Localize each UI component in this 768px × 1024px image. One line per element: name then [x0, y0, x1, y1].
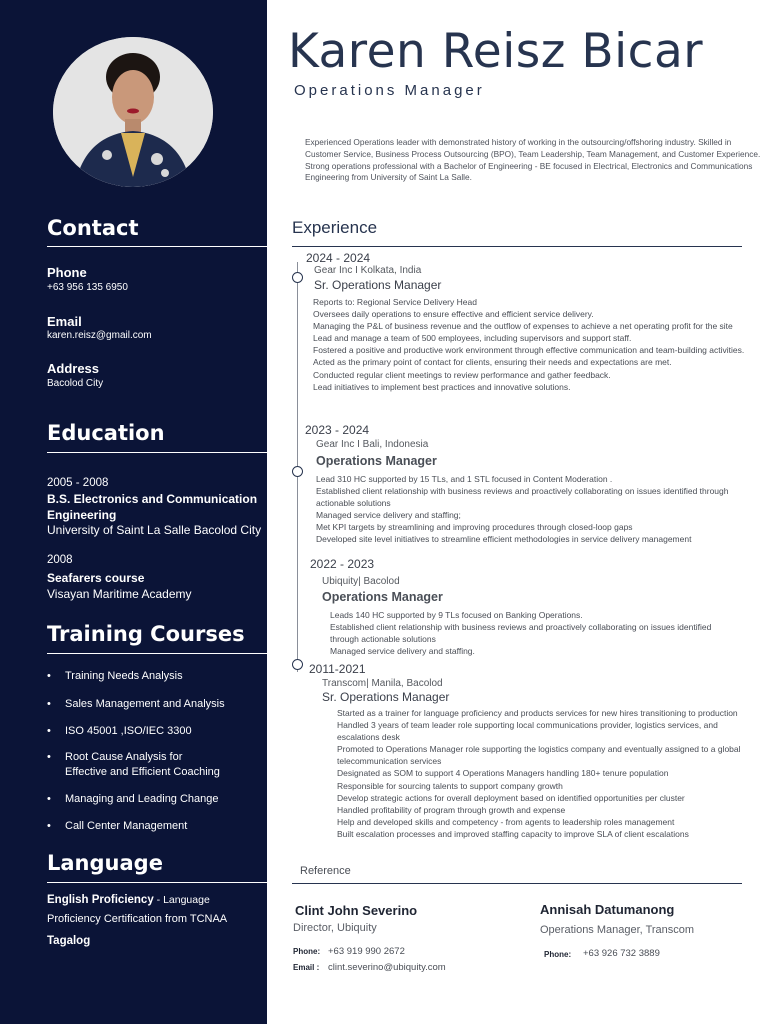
email-label: Email: [47, 314, 82, 329]
job-role: Sr. Operations Manager: [322, 690, 450, 704]
job-bullet: Handled 3 years of team leader role supporting local communications provider, logistics services, and escalations desk: [337, 720, 718, 743]
job-bullet: Reports to: Regional Service Delivery Head: [313, 297, 477, 307]
job-bullet: Designated as SOM to support 4 Operations Managers handling 180+ tenure population: [337, 768, 669, 779]
job-bullet: Lead initiatives to implement best practices and innovative solutions.: [313, 381, 571, 392]
reference-heading: Reference: [300, 865, 351, 877]
training-item-label: Sales Management and Analysis: [65, 698, 225, 710]
person-avatar-icon: [53, 37, 213, 187]
education-degree: Seafarers course: [47, 571, 145, 585]
job-bullet: Established client relationship with business reviews and proactively collaborating on issues identified through actionable solutions: [330, 622, 712, 645]
email-value[interactable]: karen.reisz@gmail.com: [47, 330, 152, 341]
job-bullet: Fostered a positive and productive work environment through effective communication and team-building activities.: [313, 345, 745, 356]
job-bullet: Managed service delivery and staffing;: [316, 510, 461, 521]
job-bullet: Managed service delivery and staffing.: [330, 646, 475, 657]
reference-role: Director, Ubiquity: [293, 922, 377, 934]
job-bullet: Oversees daily operations to ensure effective and efficient service delivery.: [313, 309, 594, 320]
language-heading: Language: [47, 851, 163, 875]
training-item-label: ISO 45001 ,ISO/IEC 3300: [65, 725, 192, 737]
job-bullet: Lead 310 HC supported by 15 TLs, and 1 STL focused in Content Moderation .: [316, 474, 613, 484]
language-english-name: English Proficiency: [47, 894, 154, 906]
language-certification: Proficiency Certification from TCNAA: [47, 913, 228, 925]
job-bullet: Handled profitability of program through growth and expense: [337, 804, 566, 815]
education-divider: [47, 452, 267, 453]
timeline-dot-icon: [292, 272, 303, 283]
job-bullet: Started as a trainer for language proficiency and products services for new hires transitioning to production: [337, 708, 738, 718]
job-years: 2011-2021: [309, 662, 366, 676]
job-bullet: Acted as the primary point of contact for clients, ensuring their needs and expectations are met.: [313, 357, 672, 368]
candidate-name: Karen Reisz Bicar: [288, 24, 704, 79]
reference-phone-label: Phone:: [293, 947, 321, 956]
bullet-icon: •: [47, 670, 51, 682]
phone-value: +63 956 135 6950: [47, 282, 128, 293]
training-divider: [47, 653, 267, 654]
language-tagalog: Tagalog: [47, 935, 91, 947]
sidebar: [0, 0, 267, 1024]
reference-name: Annisah Datumanong: [540, 902, 675, 917]
reference-phone-label: Phone:: [544, 950, 572, 959]
experience-heading: Experience: [292, 218, 378, 237]
training-item-label: Root Cause Analysis for Effective and Efficient Coaching: [65, 751, 220, 778]
job-bullet: Help and developed skills and competency - from agents to leadership roles management: [337, 816, 675, 827]
job-bullets: [316, 473, 762, 546]
bullet-icon: •: [47, 820, 51, 832]
reference-name: Clint John Severino: [295, 903, 418, 918]
bullet-icon: •: [47, 725, 51, 737]
job-bullet: Developed site level initiatives to streamline efficient methodologies in service delivery management: [316, 534, 692, 545]
experience-divider: [292, 246, 742, 247]
job-bullets: [337, 707, 757, 840]
job-role: Operations Manager: [322, 590, 443, 604]
job-company: Gear Inc I Bali, Indonesia: [316, 439, 429, 450]
contact-divider: [47, 246, 267, 247]
language-english-detail: - Language: [153, 894, 210, 906]
language-english: [47, 894, 210, 906]
training-heading: Training Courses: [47, 622, 245, 646]
profile-summary: Experienced Operations leader with demonstrated history of working in the outsourcing/offshoring industry. Skilled in Customer Service, Business Process Outsourcing (BPO), Team Leadership, Team Management, and Customer Experience. Strong operations professional with a Bachelor of Engineering - BE focused in Electrical, Electronics and Communications Engineering from University of Saint La Salle.: [305, 137, 761, 183]
training-item-label: Managing and Leading Change: [65, 793, 219, 805]
address-label: Address: [47, 361, 100, 376]
address-value: Bacolod City: [47, 378, 104, 389]
bullet-icon: •: [47, 698, 51, 710]
job-bullet: Met KPI targets by streamlining and improving procedures through closed-loop gaps: [316, 522, 633, 533]
reference-email-label: Email :: [293, 963, 320, 972]
job-bullet: Lead and manage a team of 500 employees, including supervisors and support staff.: [313, 333, 632, 344]
bullet-icon: •: [47, 751, 51, 763]
education-years: 2005 - 2008: [47, 477, 109, 489]
profile-photo: [53, 37, 213, 187]
reference-role: Operations Manager, Transcom: [540, 924, 695, 936]
training-item-label: Training Needs Analysis: [65, 670, 183, 682]
job-role: Sr. Operations Manager: [314, 278, 442, 292]
reference-divider: [292, 883, 742, 884]
job-bullet: Established client relationship with business reviews and proactively collaborating on issues identified through actionable solutions: [316, 486, 729, 509]
timeline-dot-icon: [292, 466, 303, 477]
job-company: Ubiquity| Bacolod: [322, 576, 400, 587]
reference-email[interactable]: clint.severino@ubiquity.com: [328, 962, 446, 973]
job-bullet: Built escalation processes and improved staffing capacity to improve SLA of client escalations: [337, 828, 689, 839]
job-bullet: Leads 140 HC supported by 9 TLs focused on Banking Operations.: [330, 610, 583, 620]
job-bullet: Responsible for sourcing talents to support company growth: [337, 780, 563, 791]
job-years: 2022 - 2023: [310, 557, 375, 571]
reference-phone[interactable]: +63 919 990 2672: [328, 946, 405, 957]
reference-phone[interactable]: +63 926 732 3889: [583, 948, 660, 959]
candidate-title: Operations Manager: [294, 82, 485, 99]
job-company: Gear Inc I Kolkata, India: [314, 265, 422, 276]
phone-label: Phone: [47, 265, 87, 280]
education-school: Visayan Maritime Academy: [47, 587, 192, 601]
job-company: Transcom| Manila, Bacolod: [322, 678, 443, 689]
job-bullet: Conducted regular client meetings to review performance and gather feedback.: [313, 369, 611, 380]
bullet-icon: •: [47, 793, 51, 805]
education-degree: B.S. Electronics and Communication Engineering: [47, 492, 258, 522]
job-role: Operations Manager: [316, 454, 437, 468]
education-heading: Education: [47, 421, 165, 445]
job-bullets: [313, 296, 767, 393]
timeline-dot-icon: [292, 659, 303, 670]
contact-heading: Contact: [47, 216, 139, 240]
education-school: University of Saint La Salle Bacolod City: [47, 523, 262, 537]
job-bullet: Promoted to Operations Manager role supporting the logistics company and eventually assigned to a global telecommunication services: [337, 744, 741, 767]
language-divider: [47, 882, 267, 883]
training-item-label: Call Center Management: [65, 820, 188, 832]
job-bullets: [330, 609, 740, 657]
job-years: 2024 - 2024: [306, 251, 371, 265]
job-bullet: Develop strategic actions for overall deployment based on identified opportunities per cluster: [337, 792, 685, 803]
education-years: 2008: [47, 554, 73, 566]
job-bullet: Managing the P&L of business revenue and the outflow of expenses to achieve a net operating profit for the site: [313, 321, 733, 332]
job-years: 2023 - 2024: [305, 423, 370, 437]
